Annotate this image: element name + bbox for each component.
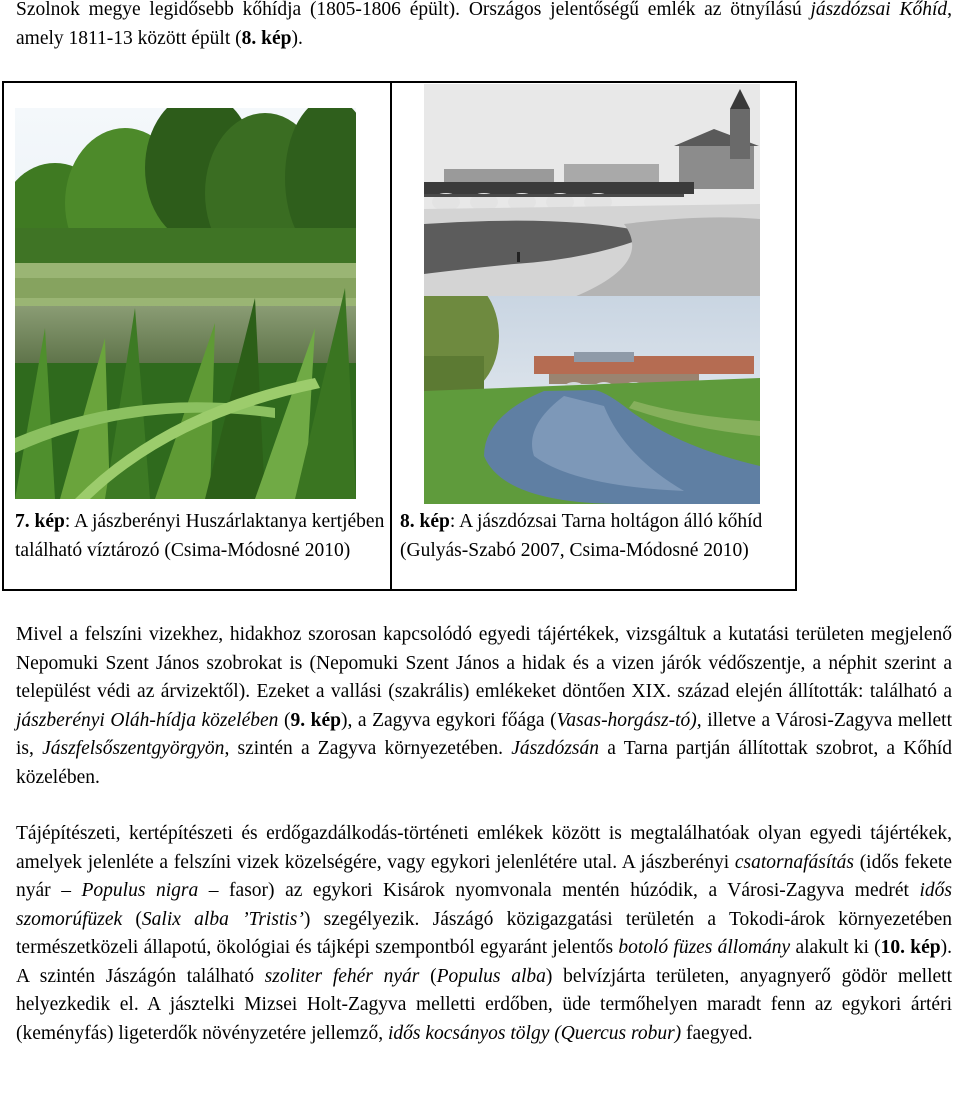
place-name: Vasas-horgász-tó), [556,709,702,731]
paragraph-text: ), a Zagyva egykori főága ( [340,709,557,731]
body-paragraph-1 [16,621,952,792]
modern-bridge-photo [424,296,760,504]
paragraph-text: , szintén a Zagyva környezetében. [224,738,512,759]
place-name: Jászdózsán [511,738,600,759]
species-name: Populus nigra [81,880,199,901]
paragraph-text: – fasor) az egykori Kisárok nyomvonala mentén húzódik, a Városi-Zagyva medrét [198,880,920,901]
figure-reference: 8. kép [241,27,292,49]
figure-divider [390,83,392,589]
intro-text: , amely 1811-13 között épült ( [16,0,952,49]
figure-7-ref: 7. kép [15,511,65,532]
paragraph-text: ( [278,709,291,731]
figure-7-caption [15,507,385,565]
reservoir-photo [15,108,356,499]
place-name: Jászfelsőszentgyörgyön [42,738,225,759]
paragraph-text: ) belvízjárta területen, anyagnyerő gödör mellett helyezkedik el. A jásztelki Mizsei Holt-Zagyva melletti erdőben, üde termőhelyen maradt fenn az egykori ártéri (keményfás) ligeterdők növényzetére jellemző, [16,965,952,1044]
paragraph-text: illetve a Városi-Zagyva mellett is, [16,709,953,759]
paragraph-text: Tájépítészeti, kertépítészeti és erdőgazdálkodás-történeti emlékek között is megtalálhatóak olyan egyedi tájértékek, amelyek jelenléte a felszíni vizek közelségére, vagy egykori jelenlétére utal. A jászberényi [16,823,952,873]
figure-reference: 9. kép [290,709,341,731]
intro-bridge-name: jászdózsai Kőhíd [810,0,948,20]
species-name: Populus alba [436,965,546,987]
paragraph-text: alakult ki ( [790,937,881,958]
italic-term: csatornafásítás [734,851,855,873]
figure-reference: 10. kép [880,937,941,958]
figure-8-text: : A jászdózsai Tarna holtágon álló kőhíd (Gulyás-Szabó 2007, Csima-Módosné 2010) [400,511,763,561]
historic-bridge-photo [424,84,760,297]
paragraph-text: (idős fekete nyár – [16,851,952,901]
paragraph-text: ). A szintén Jászágón található [16,937,952,987]
italic-term: idős szomorúfüzek [16,880,952,930]
intro-text: Szolnok megye legidősebb kőhídja (1805-1806 épült). Országos jelentőségű emlék az ötnyílású [16,0,811,20]
species-name: Salix alba ’Tristis’ [141,908,304,930]
intro-paragraph [16,0,952,53]
body-paragraph-2 [16,820,952,1048]
italic-term: idős kocsányos tölgy (Quercus robur) [387,1022,682,1044]
italic-term: szoliter fehér nyár [264,965,420,987]
figure-8-ref: 8. kép [400,511,450,532]
italic-term: botoló füzes állomány [618,937,791,958]
paragraph-text: Mivel a felszíni vizekhez, hidakhoz szorosan kapcsolódó egyedi tájértékek, vizsgáltuk a kutatási területen megjelenő Nepomuki Szent János szobrokat is (Nepomuki Szent János a hidak és a vizen járók védőszentje, a néphit szerint a települést védi az árvizektől). Ezeket a vallási (szakrális) emlékeket döntően XIX. század elején állították: található a [16,624,952,702]
paragraph-text: ( [419,965,437,987]
paragraph-text: ( [122,908,142,930]
figure-7-text: : A jászberényi Huszárlaktanya kertjében található víztározó (Csima-Módosné 2010) [15,511,385,561]
figure-8-caption [400,507,790,565]
intro-text: ). [291,27,303,49]
paragraph-text: a Tarna partján állítottak szobrot, a Kőhíd közelében. [16,738,952,788]
paragraph-text: ) szegélyezik. Jászágó közigazgatási területén a Tokodi-árok környezetében természetközeli állapotú, ökológiai és tájképi szempontból egyaránt jelentős [16,908,952,958]
place-name: jászberényi Oláh-hídja közelében [16,709,279,731]
paragraph-text: faegyed. [681,1022,753,1044]
